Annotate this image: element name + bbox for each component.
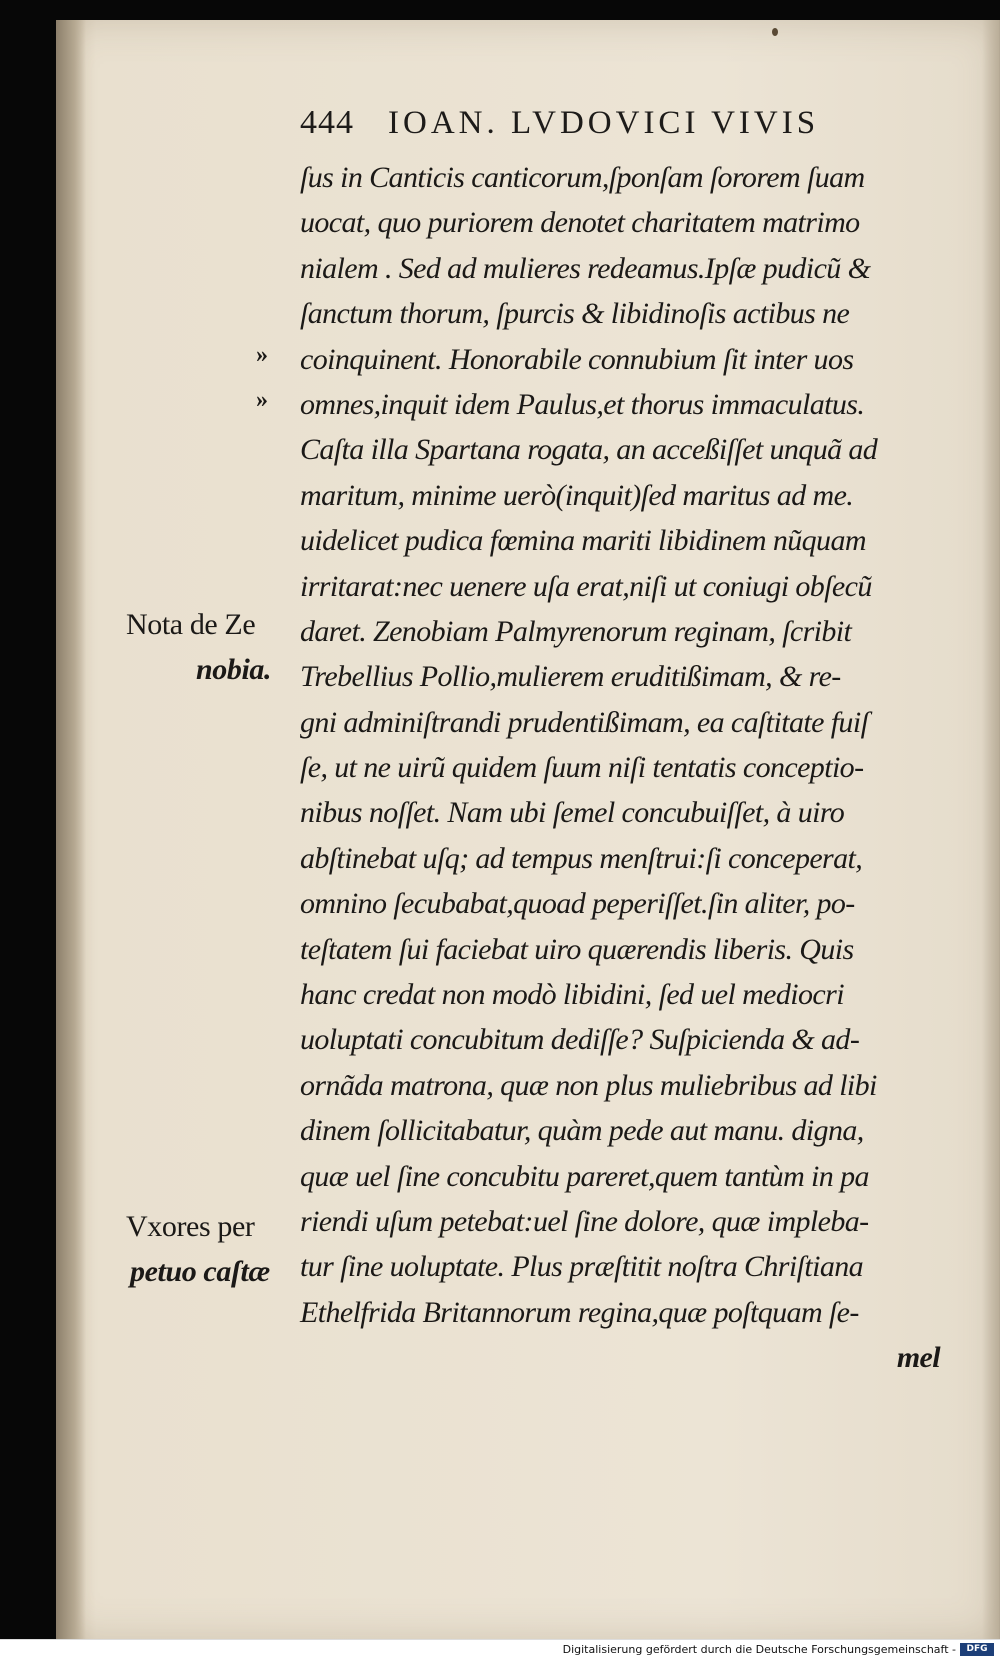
page-edge-shadow	[982, 20, 1000, 1640]
text-line: Ethelfrida Britannorum regina,quæ poſtquam ſe-	[300, 1295, 859, 1329]
text-line: ſe, ut ne uirũ quidem ſuum niſi tentatis conceptio-	[300, 751, 864, 785]
funding-credit: Digitalisierung gefördert durch die Deutsche Forschungsgemeinschaft -	[562, 1643, 956, 1656]
dfg-logo[interactable]: DFG	[960, 1643, 994, 1656]
text-line: ſanctum thorum, ſpurcis & libidinoſis actibus ne	[300, 297, 850, 331]
text-line: uocat, quo puriorem denotet charitatem matrimo	[300, 206, 860, 240]
text-line: uoluptati concubitum dediſſe? Suſpicienda & ad-	[300, 1023, 860, 1057]
text-line: maritum, minime uerò(inquit)ſed maritus ad me.	[300, 478, 854, 512]
text-line: irritarat:nec uenere uſa erat,niſi ut coniugi obſecũ	[300, 569, 872, 603]
ink-spot	[772, 28, 778, 36]
margin-note-uxores-line1: Vxores per	[126, 1210, 255, 1243]
text-line: dinem ſollicitabatur, quàm pede aut manu. digna,	[300, 1114, 864, 1148]
text-line: omnino ſecubabat,quoad peperiſſet.ſin aliter, po-	[300, 887, 855, 921]
text-line: hanc credat non modò libidini, ſed uel mediocri	[300, 978, 844, 1012]
text-line: omnes,inquit idem Paulus,et thorus immaculatus.	[300, 387, 865, 421]
text-line: Caſta illa Spartana rogata, an acceßiſſet unquã ad	[300, 433, 878, 467]
quote-mark: »	[256, 342, 268, 368]
text-line: riendi uſum petebat:uel ſine dolore, quæ impleba-	[300, 1204, 869, 1238]
text-line: gni adminiſtrandi prudentißimam, ea caſtitate fuiſ	[300, 705, 869, 739]
text-line: quæ uel ſine concubitu pareret,quem tantùm in pa	[300, 1159, 869, 1193]
running-head-title: IOAN. LVDOVICI VIVIS	[388, 105, 820, 141]
text-line: abſtinebat uſq; ad tempus menſtrui:ſi conceperat,	[300, 841, 863, 875]
text-line: tur ſine uoluptate. Plus præſtitit noſtra Chriſtiana	[300, 1250, 864, 1284]
page-gutter-shadow	[56, 20, 86, 1640]
text-line: teſtatem ſui faciebat uiro quærendis liberis. Quis	[300, 932, 854, 966]
text-line: daret. Zenobiam Palmyrenorum reginam, ſcribit	[300, 614, 852, 648]
margin-note-zenobia-line2: nobia.	[196, 653, 272, 686]
margin-note-zenobia-line1: Nota de Ze	[126, 608, 256, 641]
body-text	[300, 155, 950, 1381]
text-line: nialem . Sed ad mulieres redeamus.Ipſæ pudicũ &	[300, 251, 871, 285]
text-line: Trebellius Pollio,mulierem eruditißimam, & re-	[300, 660, 841, 694]
text-line: nibus noſſet. Nam ubi ſemel concubuiſſet, à uiro	[300, 796, 845, 830]
text-line: uidelicet pudica fœmina mariti libidinem nũquam	[300, 524, 866, 558]
text-line: ornãda matrona, quæ non plus muliebribus ad libi	[300, 1068, 877, 1102]
running-header	[300, 104, 920, 152]
margin-note-uxores-line2: petuo caſtæ	[130, 1255, 270, 1288]
text-line: ſus in Canticis canticorum,ſponſam ſororem ſuam	[300, 161, 865, 194]
text-line: coinquinent. Honorabile connubium ſit inter uos	[300, 342, 854, 376]
footer-bar	[0, 1639, 1000, 1659]
page-number: 444	[300, 104, 354, 141]
catchword: mel	[896, 1341, 940, 1375]
quote-mark: »	[256, 387, 268, 413]
